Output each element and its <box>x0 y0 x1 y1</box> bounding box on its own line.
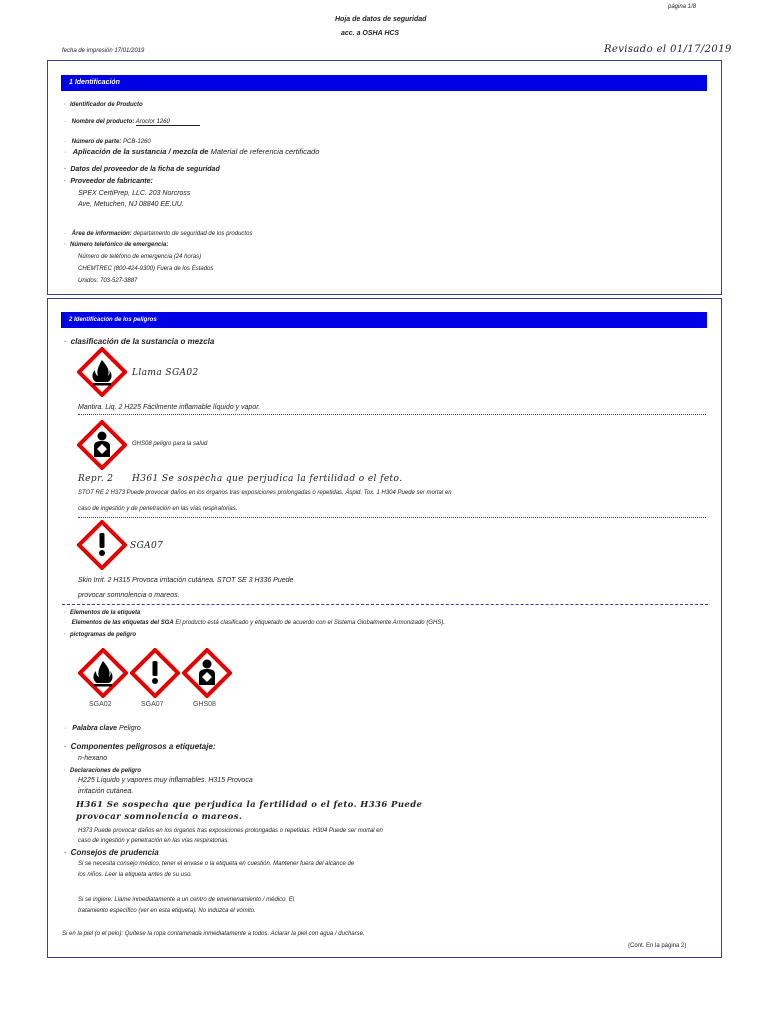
section-2-box <box>47 298 722 958</box>
health-hazard-pictogram <box>77 420 127 470</box>
stot-line-1: STOT RE 2 H373 Puede provocar daños en los órganos tras exposiciones prolongadas o repetidas. Áspid. Tox. 1 H304 Puede ser mortal en <box>78 490 452 496</box>
flame-text: Mantira. Liq. 2 H225 Fácilmente inflamable líquido y vapor. <box>78 404 261 411</box>
part-number-row <box>64 139 151 145</box>
skin-line-2: provocar somnolencia o mareos. <box>78 592 180 599</box>
health-label: GHS08 peligro para la salud <box>132 441 208 447</box>
h373-line-1: H373 Puede provocar daños en los órganos tras exposiciones prolongadas o repetidas. H304 Puede ser mortal en <box>78 828 383 834</box>
precautionary-heading: · Consejos de prudencia <box>64 848 159 857</box>
exclamation-pictogram <box>77 520 127 570</box>
pictogram-label-ghs08: GHS08 <box>193 701 216 708</box>
emergency-label: · Número telefónico de emergencia: <box>64 242 168 248</box>
print-date: fecha de impresión 17/01/2019 <box>62 48 145 54</box>
pictogram-label-sga02: SGA02 <box>89 701 112 708</box>
ingest-line-2: tratamiento específico (ver en esta etiqueta). No induzca el vómito. <box>78 908 256 914</box>
product-name-row <box>64 119 200 125</box>
part-number-value: PCB-1260 <box>123 139 151 145</box>
product-identifier: · Identificador de Producto <box>64 102 143 108</box>
manufacturer-line-2: Ave, Metuchen, NJ 08840 EE.UU. <box>78 201 184 208</box>
prec-line-2: los niños. Leer la etiqueta antes de su uso. <box>78 872 193 878</box>
divider-dashed <box>62 604 708 605</box>
emergency-line-2: CHEMTREC (800-424-9300) Fuera de los Estados <box>78 266 214 272</box>
flame-label: Llama SGA02 <box>132 368 199 378</box>
label-elements: · Elementos de la etiqueta <box>64 610 140 616</box>
flame-pictogram <box>77 347 127 397</box>
pictogram-sga02 <box>78 648 128 698</box>
signal-word-label: Palabra clave <box>72 725 118 732</box>
ghs-label-bold: Elementos de las etiquetas del SGA <box>71 620 174 626</box>
skin-line-1: Skin Irrit. 2 H315 Provoca irritación cutánea. STOT SE 3 H336 Puede <box>78 577 294 584</box>
sga07-label: SGA07 <box>130 541 164 551</box>
hazard-line-1: H225 Líquido y vapores muy inflamables. H315 Provoca <box>78 777 253 784</box>
info-area-value: departamento de seguridad de los productos <box>133 231 253 237</box>
hazard-line-2: irritación cutánea. <box>78 788 134 795</box>
doc-title: Hoja de datos de seguridad <box>335 16 427 23</box>
revised-date: Revisado el 01/17/2019 <box>604 44 732 55</box>
hand-line-1: H361 Se sospecha que perjudica la fertilidad o el feto. H336 Puede <box>76 800 423 810</box>
classification-heading: · clasificación de la sustancia o mezcla <box>64 337 214 346</box>
continued-note: (Cont. En la página 2) <box>628 943 687 949</box>
page-number: página 1/8 <box>668 4 697 10</box>
product-name-label: Nombre del producto: <box>71 119 135 125</box>
section-1-header: 1 Identificación <box>61 75 707 91</box>
ghs-label-text: El producto está clasificado y etiquetado de acuerdo con el Sistema Globalmente Armonizado (GHS). <box>175 620 445 626</box>
divider-dotted-1 <box>78 414 706 415</box>
stot-line-2: caso de ingestión y de penetración en las vías respiratorias. <box>78 506 238 512</box>
repr-category: Repr. 2 <box>78 474 114 484</box>
info-area-row <box>64 231 252 237</box>
hazard-statements-label: · Declaraciones de peligro <box>64 768 141 774</box>
component-name: n-hexano <box>78 755 108 762</box>
pictogram-ghs08 <box>182 648 232 698</box>
application-label: Aplicación de la sustancia / mezcla de <box>72 147 209 156</box>
ingest-line-1: Si se ingiere: Llame inmediatamente a un centro de envenenamiento / médico. El <box>78 897 295 903</box>
pictograms-heading: · pictogramas de peligro <box>64 632 136 638</box>
components-heading: · Componentes peligrosos a etiquetaje: <box>64 742 216 751</box>
emergency-line-1: Número de teléfono de emergencia (24 horas) <box>78 254 202 260</box>
pictogram-label-sga07: SGA07 <box>141 701 164 708</box>
part-number-label: Número de parte: <box>71 139 122 145</box>
application-value: Material de referencia certificado <box>210 147 320 156</box>
manufacturer-line-1: SPEX CertiPrep, LLC. 203 Norcross <box>78 190 191 197</box>
prec-line-1: Si se necesita consejo médico, tener el envase o la etiqueta en cuestión. Mantener fuera del alcance de <box>78 861 355 867</box>
application-row <box>64 147 319 156</box>
signal-word-row <box>64 725 141 732</box>
product-name-value: Aroclor 1260 <box>136 119 200 126</box>
manufacturer-label: · Proveedor de fabricante: <box>64 178 153 185</box>
info-area-label: Área de información: <box>71 231 132 237</box>
h361-statement: H361 Se sospecha que perjudica la fertilidad o el feto. <box>132 474 403 484</box>
signal-word-value: Peligro <box>119 725 141 732</box>
skin-precaution: Si en la piel (o el pelo): Quítese la ropa contaminada inmediatamente a todos. Aclarar la piel con agua / ducharse. <box>62 931 365 937</box>
doc-subtitle: acc. a OSHA HCS <box>341 30 400 37</box>
h373-line-2: caso de ingestión y penetración en las vías respiratorias. <box>78 838 230 844</box>
pictogram-sga07 <box>130 648 180 698</box>
ghs-label-row <box>64 620 445 626</box>
supplier-details: · Datos del proveedor de la ficha de seguridad <box>64 166 220 173</box>
emergency-line-3: Unidos: 703-527-3887 <box>78 278 138 284</box>
divider-dotted-2 <box>78 517 706 518</box>
hand-line-2: provocar somnolencia o mareos. <box>76 812 243 822</box>
section-2-header: 2 Identificación de los peligros <box>61 312 707 328</box>
